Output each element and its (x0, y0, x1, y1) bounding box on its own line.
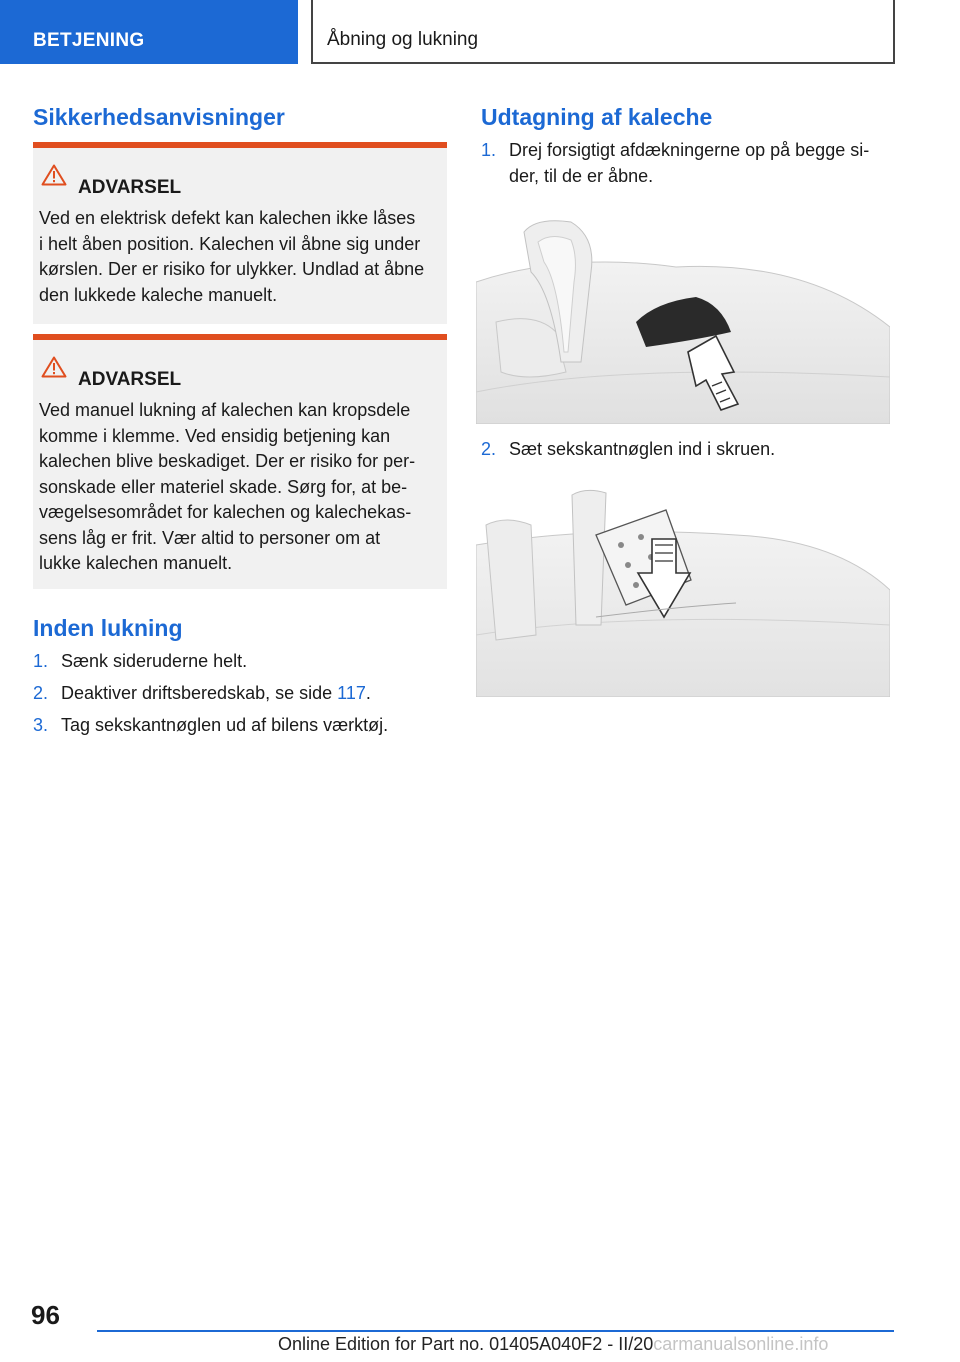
step-text: Drej forsigtigt afdækningerne op på begge si- (509, 140, 870, 160)
before-closing-heading: Inden lukning (33, 615, 183, 641)
warning-box-1 (33, 142, 447, 324)
warning-label: ADVARSEL (78, 369, 182, 390)
step-text: der, til de er åbne. (509, 165, 654, 186)
list-item (33, 713, 447, 739)
step-text: Deaktiver driftsberedskab, se side (61, 683, 338, 703)
warning-line: kalechen blive beskadiget. Der er risiko for per- (39, 451, 416, 471)
list-item (33, 649, 447, 675)
warning-line: Ved en elektrisk defekt kan kalechen ikke låses (39, 208, 416, 228)
step-number: 2. (481, 439, 497, 459)
list-item (481, 138, 895, 189)
edition-text: Online Edition for Part no. 01405A040F2 - II/20 (278, 1334, 654, 1354)
step-number: 2. (33, 683, 49, 703)
removal-heading: Udtagning af kaleche (481, 104, 713, 130)
page-reference-link[interactable]: 117 (337, 683, 366, 703)
step-text-end: . (365, 683, 371, 703)
warning-line: vægelsesområdet for kalechen og kalechekas- (39, 502, 412, 522)
convertible-cover-illustration (476, 212, 890, 424)
chapter-title: Åbning og lukning (327, 29, 479, 50)
warning-line: sens låg er frit. Vær altid to personer om at (39, 527, 381, 548)
footer-edition (278, 1334, 828, 1355)
warning-line: lukke kalechen manuelt. (39, 553, 233, 573)
page-number: 96 (31, 1300, 60, 1330)
hex-key-screw-illustration (476, 485, 890, 697)
removal-step-2 (481, 437, 895, 463)
warning-box-2 (33, 334, 447, 589)
warning-text (39, 206, 447, 308)
list-item (33, 681, 447, 707)
warning-label: ADVARSEL (78, 177, 182, 198)
warning-line: i helt åben position. Kalechen vil åbne sig under (39, 233, 421, 254)
watermark-text: carmanualsonline.info (653, 1334, 829, 1354)
section-tab (0, 0, 298, 64)
chapter-title-box (311, 0, 895, 64)
section-label: BETJENING (33, 30, 145, 51)
list-item (481, 437, 895, 463)
before-closing-steps (33, 649, 447, 739)
step-number: 3. (33, 715, 49, 735)
warning-line: den lukkede kaleche manuelt. (39, 284, 278, 305)
warning-triangle-icon (41, 356, 67, 378)
step-text: Sænk sideruderne helt. (61, 651, 248, 671)
step-text: Sæt sekskantnøglen ind i skruen. (509, 439, 776, 459)
removal-step-1 (481, 138, 895, 189)
warning-text (39, 398, 447, 577)
warning-line: sonskade eller materiel skade. Sørg for, at be- (39, 476, 408, 497)
safety-heading: Sikkerhedsanvisninger (33, 104, 285, 130)
step-number: 1. (33, 651, 49, 671)
warning-line: Ved manuel lukning af kalechen kan kropsdele (39, 400, 411, 420)
footer-rule (97, 1330, 894, 1332)
step-number: 1. (481, 140, 497, 160)
warning-line: kørslen. Der er risiko for ulykker. Undlad at åbne (39, 259, 425, 279)
warning-triangle-icon (41, 164, 67, 186)
warning-line: komme i klemme. Ved ensidig betjening kan (39, 425, 391, 446)
step-text: Tag sekskantnøglen ud af bilens værktøj. (61, 715, 389, 735)
